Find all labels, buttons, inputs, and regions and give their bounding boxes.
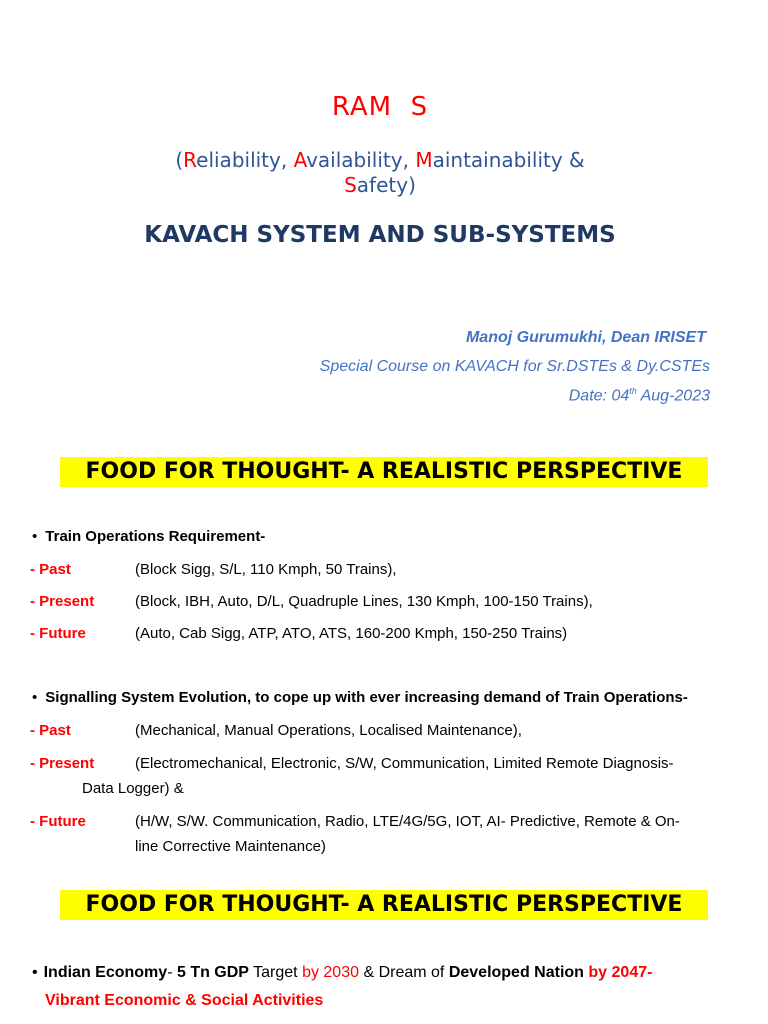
course-name: Special Course on KAVACH for Sr.DSTEs & Dy.CSTEs (319, 358, 710, 375)
year-2030: by 2030 (302, 964, 359, 981)
bullet-indian-economy (32, 959, 652, 1015)
row-label: - Future (30, 813, 86, 830)
title-ram-s: RAM S (331, 92, 429, 122)
slide2-banner: FOOD FOR THOUGHT- A REALISTIC PERSPECTIVE (60, 457, 708, 487)
row-continuation: line Corrective Maintenance) (135, 838, 326, 855)
letter-a: A (293, 148, 307, 172)
date (569, 386, 710, 405)
maintainability-text: aintainability & (432, 148, 585, 172)
date-prefix: Date: 04 (568, 387, 630, 405)
year-2047: by 2047- (583, 964, 653, 981)
row-text: (H/W, S/W. Communication, Radio, LTE/4G/5G, IOT, AI- Predictive, Remote & On- (135, 813, 680, 830)
expansion-line-2 (0, 173, 760, 198)
letter-r: R (183, 148, 197, 172)
row-future (30, 625, 567, 642)
dash: - (167, 964, 177, 981)
slide3-banner: FOOD FOR THOUGHT- A REALISTIC PERSPECTIVE (60, 890, 708, 920)
reliability-text: eliability, (196, 148, 294, 172)
row-label: - Present (30, 593, 95, 610)
row-text: (Auto, Cab Sigg, ATP, ATO, ATS, 160-200 Kmph, 150-250 Trains) (135, 625, 568, 642)
bullet-dot: • (32, 528, 38, 545)
bullet-heading: Signalling System Evolution, to cope up with ever increasing demand of Train Operations- (45, 689, 688, 706)
row-text: (Mechanical, Manual Operations, Localised Maintenance), (135, 722, 522, 739)
row-past (30, 561, 397, 578)
row-label: - Past (30, 722, 71, 739)
economy-line-2: Vibrant Economic & Social Activities (45, 992, 324, 1009)
safety-text: afety) (356, 173, 416, 197)
row-text: (Block, IBH, Auto, D/L, Quadruple Lines, 130 Kmph, 100-150 Trains), (135, 593, 593, 610)
open-paren: ( (175, 148, 184, 172)
economy-line-1 (32, 959, 652, 987)
row-text: (Electromechanical, Electronic, S/W, Communication, Limited Remote Diagnosis- (135, 755, 674, 772)
row-past (30, 722, 522, 739)
expansion-line-1 (0, 148, 760, 173)
availability-text: vailability, (306, 148, 416, 172)
letter-s: S (344, 173, 357, 197)
gdp-target: 5 Tn GDP (176, 964, 249, 981)
rams-expansion (0, 148, 760, 198)
bullet-train-operations (32, 528, 265, 545)
row-label: - Future (30, 625, 86, 642)
author-name: Manoj Gurumukhi, Dean IRISET (465, 329, 706, 346)
row-future (30, 813, 680, 830)
letter-m: M (415, 148, 433, 172)
row-present (30, 755, 674, 772)
target-word: Target (248, 964, 303, 981)
row-continuation: Data Logger) & (82, 780, 184, 797)
main-title: KAVACH SYSTEM AND SUB-SYSTEMS (144, 222, 616, 248)
bullet-heading: Train Operations Requirement- (45, 528, 266, 545)
economy-label: Indian Economy (43, 964, 168, 981)
row-label: - Past (30, 561, 71, 578)
date-ordinal: th (629, 386, 637, 396)
bullet-signalling-evolution (32, 689, 688, 706)
row-label: - Present (30, 755, 95, 772)
dream-of: & Dream of (359, 964, 449, 981)
row-present (30, 593, 593, 610)
bullet-dot: • (32, 964, 38, 981)
date-suffix: Aug-2023 (636, 387, 710, 405)
row-text: (Block Sigg, S/L, 110 Kmph, 50 Trains), (135, 561, 397, 578)
developed-nation: Developed Nation (448, 964, 584, 981)
bullet-dot: • (32, 689, 38, 706)
